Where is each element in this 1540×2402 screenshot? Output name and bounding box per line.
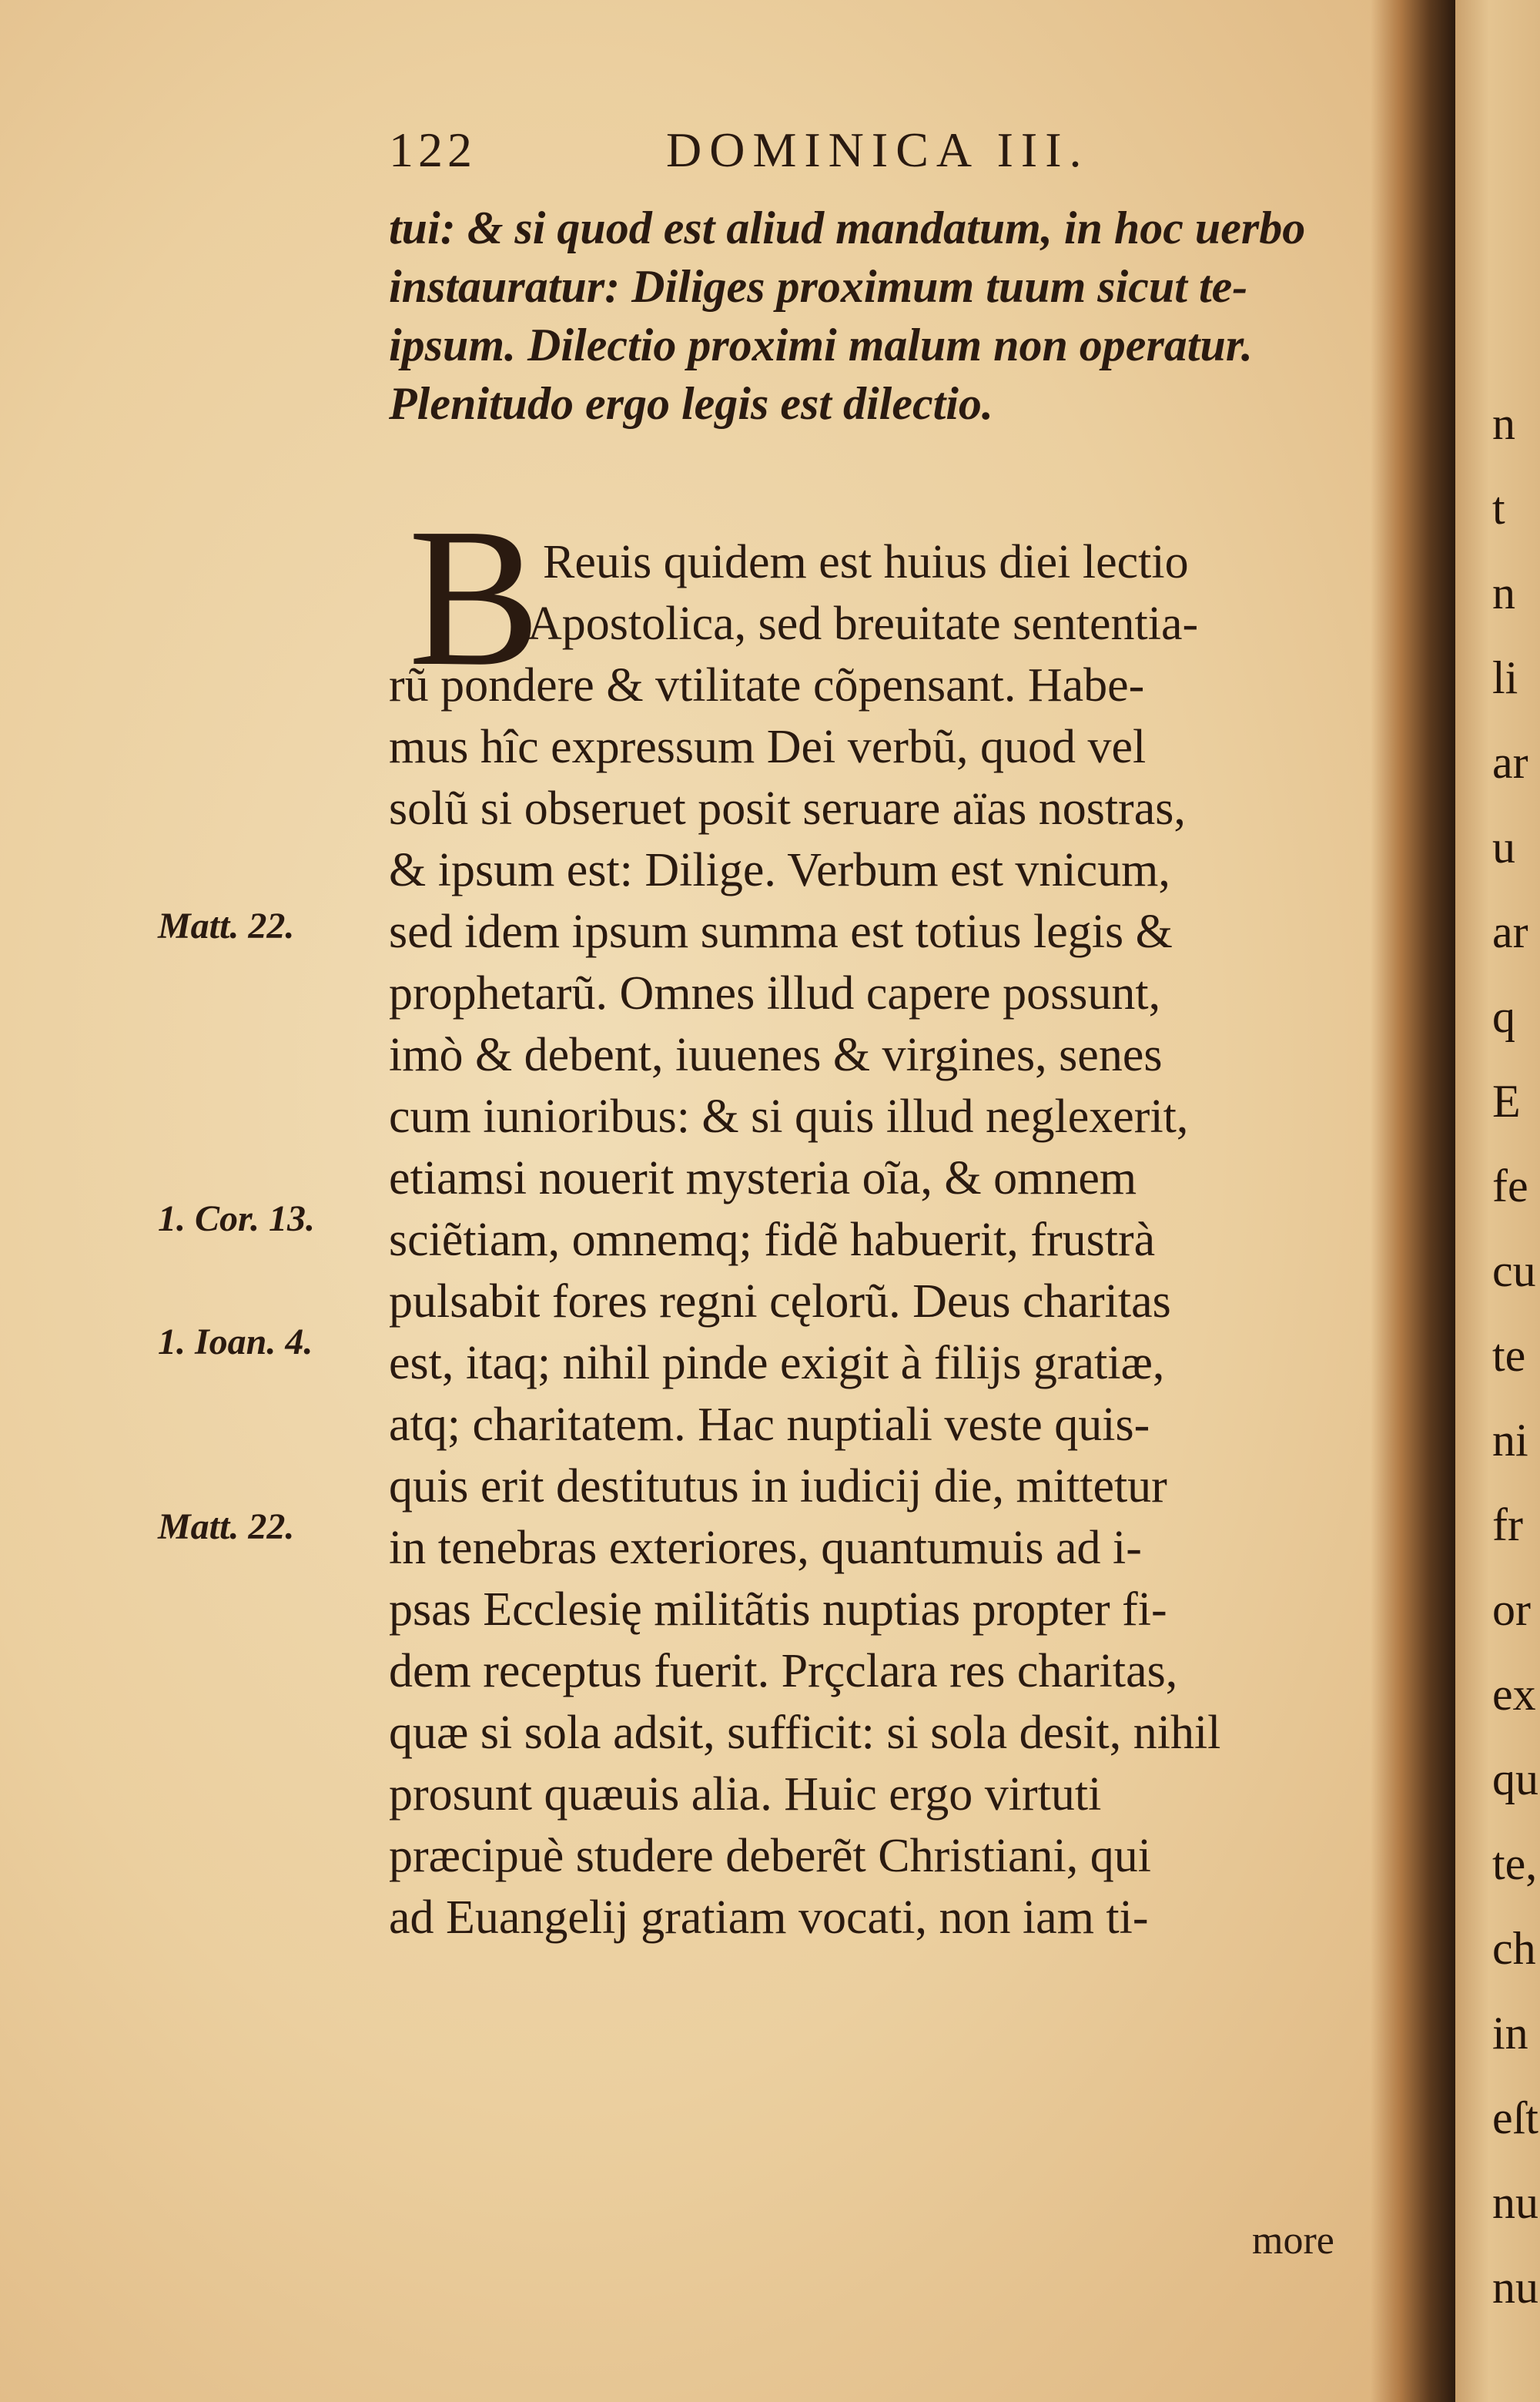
body-line: mus hîc expressum Dei verbũ, quod vel <box>389 721 1147 773</box>
intro-line: Plenitudo ergo legis est dilectio. <box>389 378 993 429</box>
body-line: atq; charitatem. Hac nuptiali veste quis- <box>389 1399 1150 1451</box>
body-line: psas Ecclesię militãtis nuptias propter fi- <box>389 1583 1167 1636</box>
body-line: quæ si sola adsit, sufficit: si sola desit, nihil <box>389 1707 1221 1759</box>
facing-page-fragment: E <box>1492 1076 1521 1127</box>
body-line: sciẽtiam, omnemq; fidẽ habuerit, frustrà <box>389 1214 1156 1266</box>
facing-page-fragment: q <box>1492 991 1515 1042</box>
body-line: in tenebras exteriores, quantumuis ad i- <box>389 1522 1142 1574</box>
body-line: & ipsum est: Dilige. Verbum est vnicum, <box>389 844 1170 896</box>
facing-page-fragment: nu <box>1492 2177 1538 2228</box>
facing-page-fragment: in <box>1492 2008 1528 2059</box>
facing-page-fragment: eſt <box>1492 2092 1538 2143</box>
body-line: etiamsi nouerit mysteria oĩa, & omnem <box>389 1152 1137 1204</box>
body-line: sed idem ipsum summa est totius legis & <box>389 906 1173 958</box>
body-line: ad Euangelij gratiam vocati, non iam ti- <box>389 1891 1149 1944</box>
facing-page-fragment: t <box>1492 483 1505 534</box>
facing-page-fragment: u <box>1492 822 1515 873</box>
intro-line: instauratur: Diliges proximum tuum sicut te- <box>389 261 1248 312</box>
page-header <box>389 122 1390 183</box>
facing-page-fragment: n <box>1492 398 1515 449</box>
body-line: est, itaq; nihil pinde exigit à filijs gratiæ, <box>389 1337 1165 1389</box>
facing-page-fragment: te, <box>1492 1838 1538 1889</box>
facing-page-fragment: ar <box>1492 737 1528 788</box>
body-line: pulsabit fores regni cęlorũ. Deus charitas <box>389 1275 1171 1328</box>
body-line: rũ pondere & vtilitate cõpensant. Habe- <box>389 659 1145 712</box>
margin-reference: Matt. 22. <box>158 906 295 946</box>
margin-reference: Matt. 22. <box>158 1506 295 1547</box>
body-line: prosunt quæuis alia. Huic ergo virtuti <box>389 1768 1102 1821</box>
body-line: Apostolica, sed breuitate sententia- <box>527 598 1199 650</box>
facing-page-fragment: cu <box>1492 1245 1536 1296</box>
facing-page-fragment: or <box>1492 1584 1531 1635</box>
facing-page-fragment: n <box>1492 568 1515 618</box>
facing-page-fragment: ex <box>1492 1669 1536 1720</box>
facing-page-fragment: nu <box>1492 2262 1538 2313</box>
body-line: quis erit destitutus in iudicij die, mittetur <box>389 1460 1167 1513</box>
facing-page-fragment: ar <box>1492 906 1528 957</box>
body-line: cum iunioribus: & si quis illud neglexerit, <box>389 1090 1189 1143</box>
page-number: 122 <box>389 122 477 177</box>
facing-page-fragment: ni <box>1492 1415 1528 1466</box>
body-line: dem receptus fuerit. Prçclara res charitas, <box>389 1645 1178 1697</box>
facing-page-edge <box>1455 0 1540 2402</box>
scripture-intro <box>389 199 1390 433</box>
body-line: prophetarũ. Omnes illud capere possunt, <box>389 967 1161 1020</box>
intro-line: ipsum. Dilectio proximi malum non operatur. <box>389 320 1253 370</box>
drop-cap: B <box>408 487 541 707</box>
facing-page-fragment: fe <box>1492 1161 1528 1211</box>
margin-reference: 1. Ioan. 4. <box>158 1322 313 1362</box>
intro-line: tui: & si quod est aliud mandatum, in hoc uerbo <box>389 203 1306 253</box>
facing-page-fragment: qu <box>1492 1754 1538 1804</box>
body-line: præcipuè studere deberẽt Christiani, qui <box>389 1830 1152 1882</box>
facing-page-fragment: fr <box>1492 1499 1523 1550</box>
body-line: solũ si obseruet posit seruare aïas nostras, <box>389 782 1186 835</box>
margin-reference: 1. Cor. 13. <box>158 1198 316 1239</box>
facing-page-fragment: te <box>1492 1330 1526 1381</box>
body-line: imò & debent, iuuenes & virgines, senes <box>389 1029 1163 1081</box>
facing-page-fragment: ch <box>1492 1923 1536 1974</box>
catchword: more <box>1252 2219 1334 2263</box>
facing-page-fragment: li <box>1492 652 1518 703</box>
running-title: DOMINICA III. <box>666 122 1090 177</box>
body-line: Reuis quidem est huius diei lectio <box>543 536 1189 588</box>
